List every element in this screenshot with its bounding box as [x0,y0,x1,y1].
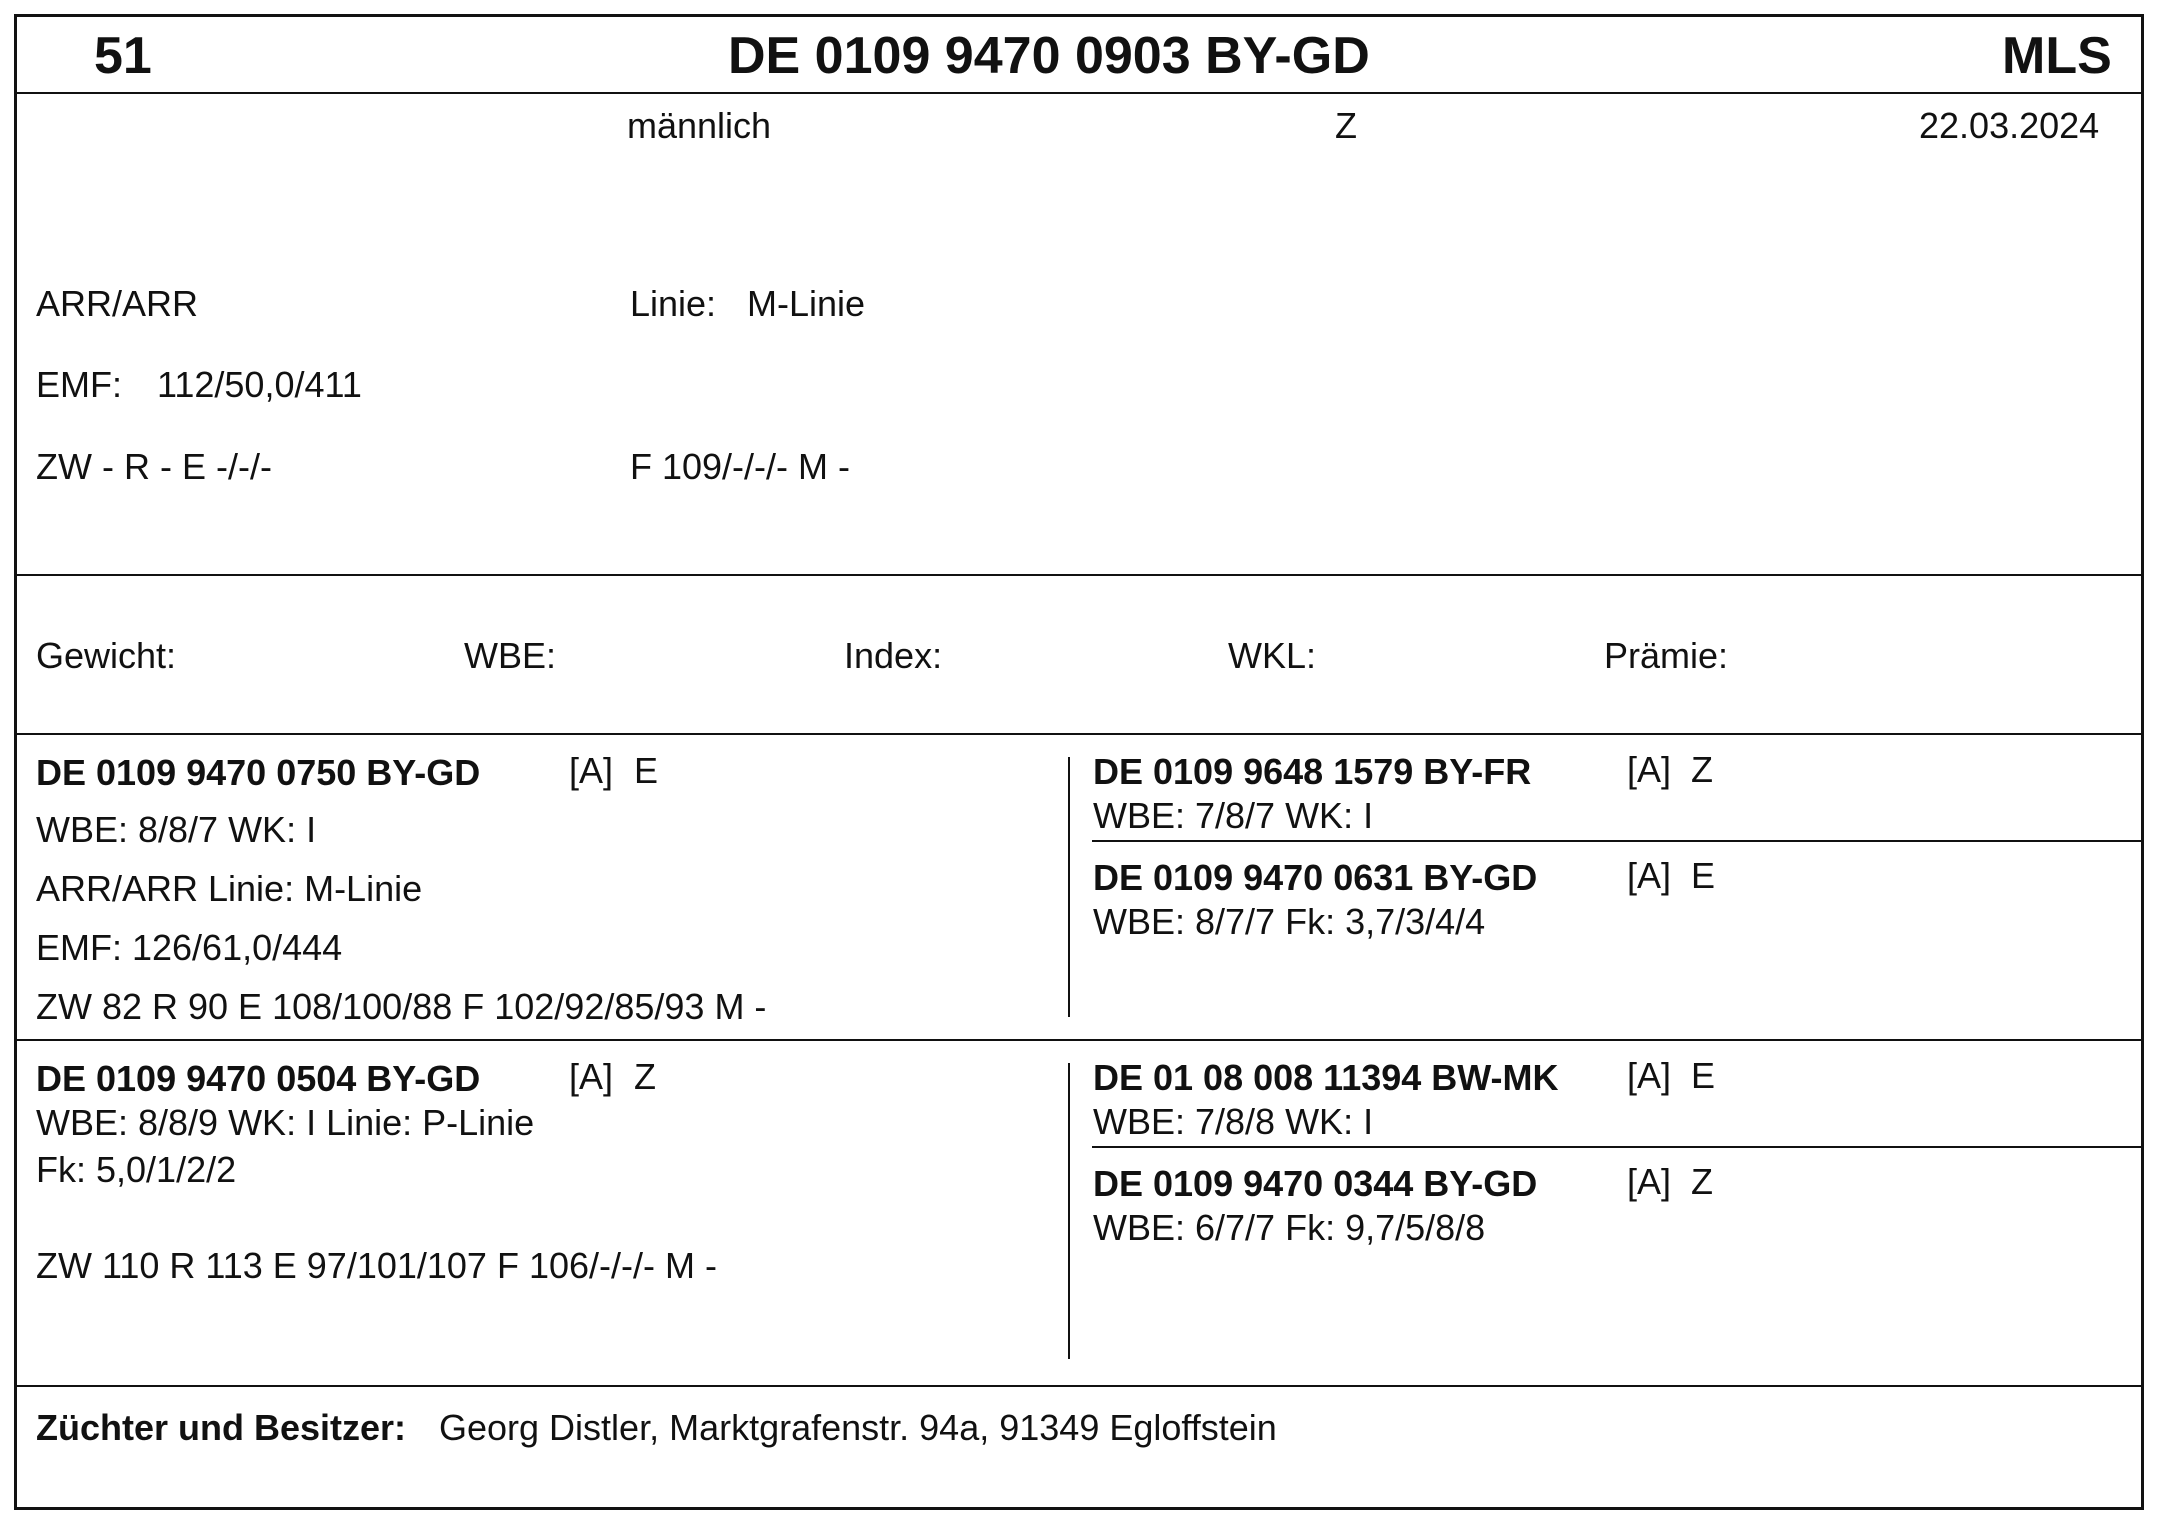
sire-tag: [A] [569,750,614,791]
sire-parent-tag: [A] [1627,749,1672,790]
sire-parent-line: WBE: 7/8/7 WK: I [1093,795,1374,836]
sire-line: WBE: 8/8/7 WK: I [36,809,317,850]
mark: Z [1335,105,1357,146]
gewicht-label: Gewicht: [36,635,177,676]
emf-label: EMF: [36,364,122,405]
sire-line: ZW 82 R 90 E 108/100/88 F 102/92/85/93 M - [36,986,767,1027]
linie-label: Linie: [630,283,717,324]
column-divider [1068,757,1070,1017]
dam-parent-mark: E [1691,1055,1716,1096]
divider [14,574,2144,576]
birth-date: 22.03.2024 [1919,105,2100,146]
catalog-number: 51 [94,27,152,85]
sire-id: DE 0109 9470 0750 BY-GD [36,752,481,793]
breeder-value: Georg Distler, Marktgrafenstr. 94a, 91349 Egloffstein [439,1407,1277,1448]
sire-parent-mark: E [1691,855,1716,896]
dam-parent-id: DE 0109 9470 0344 BY-GD [1093,1163,1538,1204]
dam-parent-tag: [A] [1627,1055,1672,1096]
animal-id: DE 0109 9470 0903 BY-GD [728,27,1370,85]
divider [14,733,2144,735]
column-divider [1068,1063,1070,1359]
wkl-label: WKL: [1228,635,1317,676]
divider [1092,840,2144,842]
sire-parent-mark: Z [1691,749,1713,790]
sire-mark: E [634,750,659,791]
sire-line: EMF: 126/61,0/444 [36,927,343,968]
linie-value: M-Linie [747,283,866,324]
wbe-label: WBE: [464,635,557,676]
dam-line: Fk: 5,0/1/2/2 [36,1149,237,1190]
dam-parent-mark: Z [1691,1161,1713,1202]
dam-tag: [A] [569,1056,614,1097]
sire-parent-line: WBE: 8/7/7 Fk: 3,7/3/4/4 [1093,901,1486,942]
sire-line: ARR/ARR Linie: M-Linie [36,868,423,909]
dam-parent-tag: [A] [1627,1161,1672,1202]
dam-parent-line: WBE: 6/7/7 Fk: 9,7/5/8/8 [1093,1207,1486,1248]
breeder-label: Züchter und Besitzer: [36,1407,407,1448]
dam-parent-line: WBE: 7/8/8 WK: I [1093,1101,1374,1142]
index-label: Index: [844,635,943,676]
dam-line: WBE: 8/8/9 WK: I Linie: P-Linie [36,1102,535,1143]
divider [14,92,2144,94]
sire-parent-id: DE 0109 9648 1579 BY-FR [1093,751,1532,792]
sire-parent-id: DE 0109 9470 0631 BY-GD [1093,857,1538,898]
sire-parent-tag: [A] [1627,855,1672,896]
divider [14,1039,2144,1041]
sex: männlich [627,105,772,146]
dam-mark: Z [634,1056,656,1097]
dam-line: ZW 110 R 113 E 97/101/107 F 106/-/-/- M - [36,1245,717,1286]
dam-parent-id: DE 01 08 008 11394 BW-MK [1093,1057,1559,1098]
dam-id: DE 0109 9470 0504 BY-GD [36,1058,481,1099]
divider [1092,1146,2144,1148]
breed-code: MLS [2002,27,2112,85]
genotype: ARR/ARR [36,283,199,324]
emf-value: 112/50,0/411 [157,364,362,405]
divider [14,1385,2144,1387]
zw-line: ZW - R - E -/-/- [36,446,272,487]
f-line: F 109/-/-/- M - [630,446,851,487]
praemie-label: Prämie: [1604,635,1729,676]
